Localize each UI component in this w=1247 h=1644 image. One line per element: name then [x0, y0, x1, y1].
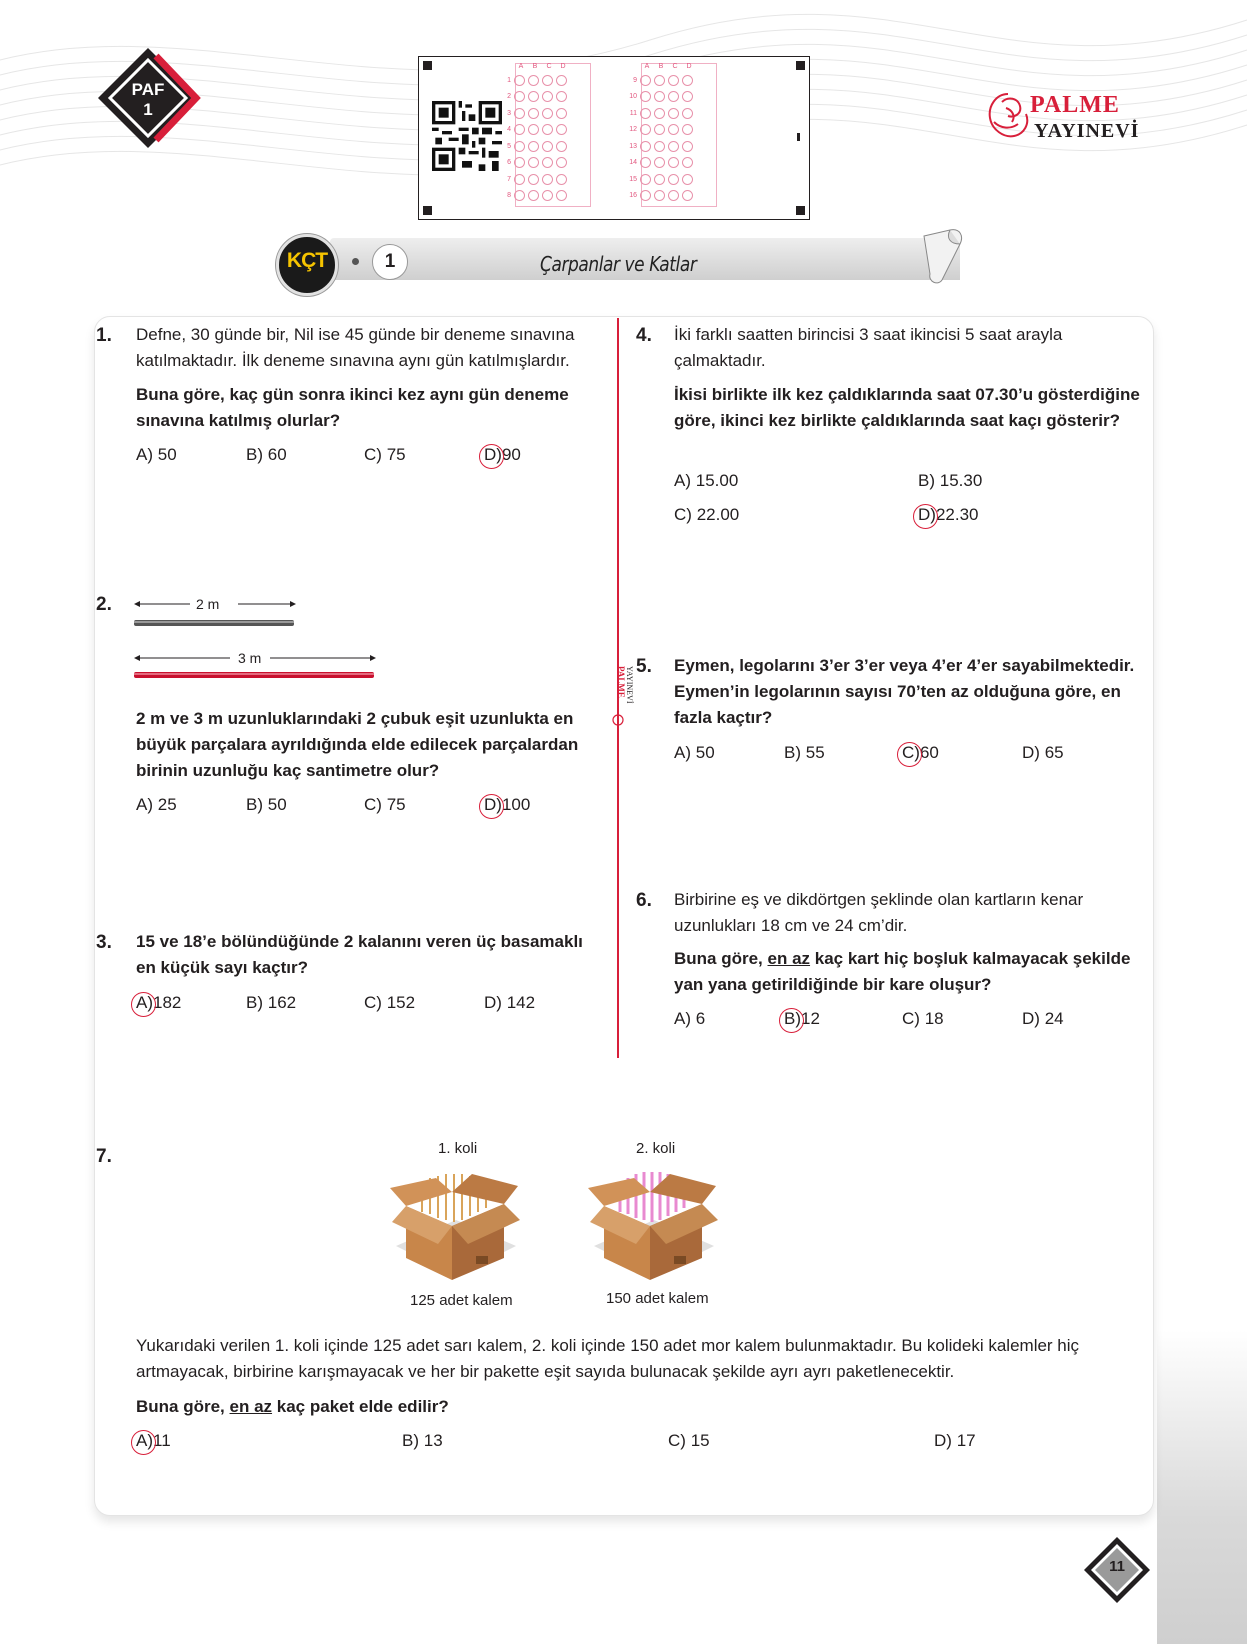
- question-1-prompt: Buna göre, kaç gün sonra ikinci kez aynı gün deneme sınavına katılmış olurlar?: [136, 385, 569, 430]
- option-letter-marked: [784, 1009, 801, 1028]
- answer-bubble[interactable]: [556, 75, 567, 86]
- answer-bubble[interactable]: [514, 124, 525, 135]
- question-3-prompt: 15 ve 18’e bölündüğünde 2 kalanını veren üç basamaklı en küçük sayı kaçtır?: [136, 932, 583, 977]
- bubble-row-number: 3: [507, 109, 511, 117]
- bubble-row: [623, 138, 696, 155]
- question-2-option-c[interactable]: [364, 792, 406, 818]
- option-letter: D): [934, 1431, 952, 1450]
- question-6-option-c[interactable]: [902, 1006, 944, 1032]
- bubble-row-number: 12: [629, 126, 637, 134]
- question-4-option-c[interactable]: [674, 502, 739, 528]
- answer-bubble[interactable]: [640, 190, 651, 201]
- option-letter: B): [784, 1009, 801, 1028]
- answer-bubble[interactable]: [556, 108, 567, 119]
- option-letter: A): [674, 1009, 691, 1028]
- question-7-text: Yukarıdaki verilen 1. koli içinde 125 adet sarı kalem, 2. koli içinde 150 adet mor kalem bulunmaktadır. Bu kolideki kalemler hiç artmayacak, birbirine karışmayacak ve her bir pakette eşit sayıda bulunacak şekilde ayrı ayrı paketlenecektir.: [136, 1336, 1080, 1381]
- option-value: 100: [501, 795, 531, 814]
- answer-bubble[interactable]: [542, 108, 553, 119]
- answer-bubble[interactable]: [640, 108, 651, 119]
- bubble-row: [623, 155, 696, 172]
- answer-bubble[interactable]: [668, 108, 679, 119]
- question-6-option-a[interactable]: [674, 1006, 705, 1032]
- answer-circle-mark: [897, 742, 922, 767]
- option-value: 11: [153, 1431, 171, 1450]
- bubble-header-letter: A: [518, 63, 524, 70]
- bubble-header: [514, 63, 570, 72]
- prompt-text: kaç kart hiç boşluk kalmayacak şekilde yan yana getirildiğinde bir kare oluşur?: [674, 949, 1131, 994]
- bubble-row: [623, 105, 696, 122]
- option-value: 15.30: [939, 471, 983, 490]
- answer-bubble[interactable]: [640, 141, 651, 152]
- answer-bubble[interactable]: [556, 190, 567, 201]
- bubble-row: [623, 72, 696, 89]
- question-7-option-a[interactable]: [136, 1428, 171, 1454]
- option-value: 6: [695, 1009, 706, 1028]
- palme-bird-logo-icon: [982, 88, 1034, 144]
- answer-bubble[interactable]: [514, 157, 525, 168]
- bubble-header-letter: A: [644, 63, 650, 70]
- question-4-text: İki farklı saatten birincisi 3 saat ikincisi 5 saat arayla çalmaktadır.: [674, 325, 1063, 370]
- option-letter: C): [902, 1009, 920, 1028]
- bubble-header-letter: D: [686, 63, 692, 70]
- option-letter: C): [364, 795, 382, 814]
- answer-bubble[interactable]: [654, 124, 665, 135]
- question-7-option-c[interactable]: [668, 1428, 710, 1454]
- unit-title: Çarpanlar ve Katlar: [540, 252, 697, 276]
- answer-bubble[interactable]: [542, 190, 553, 201]
- option-value: 24: [1044, 1009, 1064, 1028]
- option-letter: C): [902, 743, 920, 762]
- question-2-prompt: 2 m ve 3 m uzunluklarındaki 2 çubuk eşit uzunlukta en büyük parçalara ayrıldığında elde edilecek parçalardan birinin uzunluğu kaç santimetre olur?: [136, 709, 579, 780]
- question-6-option-d[interactable]: [1022, 1006, 1064, 1032]
- option-value: 15: [690, 1431, 710, 1450]
- option-value: 15.00: [695, 471, 739, 490]
- option-letter-marked: [136, 1431, 153, 1450]
- publisher-subtitle: YAYINEVİ: [1034, 120, 1140, 142]
- answer-circle-mark: [479, 444, 504, 469]
- answer-bubble[interactable]: [528, 124, 539, 135]
- option-letter: A): [674, 471, 691, 490]
- form-corner-mark: [423, 206, 432, 215]
- option-letter: A): [674, 743, 691, 762]
- bubble-row-number: 4: [507, 126, 511, 134]
- option-letter: B): [246, 445, 263, 464]
- bubble-row-number: 10: [629, 93, 637, 101]
- prompt-text: Buna göre,: [674, 949, 768, 968]
- option-value: 17: [956, 1431, 976, 1450]
- answer-bubble[interactable]: [668, 75, 679, 86]
- prompt-underlined: en az: [229, 1397, 273, 1416]
- answer-bubble[interactable]: [682, 75, 693, 86]
- answer-bubble[interactable]: [640, 124, 651, 135]
- option-value: 12: [801, 1009, 820, 1028]
- page-curl-icon: [920, 228, 966, 284]
- answer-circle-mark: [131, 992, 156, 1017]
- option-letter: B): [246, 993, 263, 1012]
- option-value: 142: [506, 993, 536, 1012]
- box-2-title: 2. koli: [636, 1140, 676, 1157]
- answer-bubble[interactable]: [682, 174, 693, 185]
- question-7-number: 7.: [96, 1146, 112, 1167]
- option-letter-marked: [484, 445, 502, 464]
- answer-bubble[interactable]: [528, 91, 539, 102]
- bubble-header-letter: D: [560, 63, 566, 70]
- paf-badge-text: [120, 80, 176, 120]
- question-2-option-d[interactable]: [484, 792, 530, 818]
- option-letter: C): [364, 993, 382, 1012]
- answer-bubble[interactable]: [514, 108, 525, 119]
- answer-bubble[interactable]: [654, 190, 665, 201]
- paf-badge-line1: PAF: [131, 80, 165, 99]
- option-value: 55: [805, 743, 825, 762]
- option-letter: A): [136, 445, 153, 464]
- option-letter: B): [246, 795, 263, 814]
- answer-bubble[interactable]: [528, 141, 539, 152]
- answer-bubble[interactable]: [640, 174, 651, 185]
- answer-bubble[interactable]: [640, 157, 651, 168]
- question-5-number: 5.: [636, 656, 652, 677]
- palme-vertical-logo-icon: [608, 664, 632, 728]
- option-value: 50: [695, 743, 715, 762]
- bubble-row: [497, 155, 570, 172]
- bubble-row: [497, 89, 570, 106]
- option-letter-marked: [902, 743, 920, 762]
- bubble-row: [623, 89, 696, 106]
- answer-bubble[interactable]: [514, 190, 525, 201]
- bubble-row: [497, 188, 570, 205]
- question-5-prompt: Eymen, legolarını 3’er 3’er veya 4’er 4’er sayabilmektedir. Eymen’in legolarının sayısı 70’ten az olduğuna göre, en fazla kaçtır?: [674, 656, 1135, 727]
- question-4-prompt: İkisi birlikte ilk kez çaldıklarında saat 07.30’u gösterdiğine göre, ikinci kez birlikte çaldıklarında saat kaçı gösterir?: [674, 385, 1140, 430]
- answer-bubble[interactable]: [682, 141, 693, 152]
- bubble-header-letter: B: [532, 63, 538, 70]
- bubble-header: [640, 63, 696, 72]
- answer-bubble[interactable]: [528, 75, 539, 86]
- answer-bubble[interactable]: [528, 108, 539, 119]
- option-value: 13: [423, 1431, 443, 1450]
- answer-bubble[interactable]: [668, 91, 679, 102]
- question-6-option-b[interactable]: [784, 1006, 820, 1032]
- bubble-row: [623, 188, 696, 205]
- rod-3m-label: 3 m: [238, 650, 262, 666]
- answer-circle-mark: [913, 504, 938, 529]
- answer-bubble[interactable]: [556, 157, 567, 168]
- bubble-row: [497, 138, 570, 155]
- page-number: 11: [1109, 1558, 1125, 1575]
- option-letter: D): [484, 445, 502, 464]
- question-2-option-a[interactable]: [136, 792, 177, 818]
- option-letter-marked: [484, 795, 502, 814]
- answer-bubble[interactable]: [682, 124, 693, 135]
- rod-2m-label: 2 m: [196, 596, 220, 612]
- bubble-row: [623, 171, 696, 188]
- question-1-number: 1.: [96, 325, 112, 346]
- option-letter: D): [918, 505, 936, 524]
- option-letter: D): [1022, 743, 1040, 762]
- box-1-caption: 125 adet kalem: [410, 1292, 513, 1309]
- option-value: 162: [267, 993, 297, 1012]
- form-corner-mark: [423, 61, 432, 70]
- option-value: 22.30: [935, 505, 979, 524]
- bubble-column-right: [623, 63, 696, 204]
- bubble-row: [497, 72, 570, 89]
- answer-bubble[interactable]: [528, 157, 539, 168]
- option-value: 60: [267, 445, 287, 464]
- option-letter: B): [918, 471, 935, 490]
- question-3-option-c[interactable]: [364, 990, 415, 1016]
- answer-bubble[interactable]: [514, 174, 525, 185]
- answer-bubble[interactable]: [668, 124, 679, 135]
- answer-bubble[interactable]: [514, 75, 525, 86]
- question-1-option-a[interactable]: [136, 442, 177, 468]
- answer-bubble[interactable]: [556, 91, 567, 102]
- option-value: 90: [501, 445, 521, 464]
- answer-bubble[interactable]: [654, 75, 665, 86]
- question-4-number: 4.: [636, 325, 652, 346]
- paf-badge-line2: 1: [143, 100, 153, 119]
- question-4-option-a[interactable]: [674, 468, 738, 494]
- answer-bubble[interactable]: [654, 157, 665, 168]
- option-value: 75: [386, 795, 406, 814]
- box-2-purple-pencils-image: [584, 1162, 724, 1286]
- answer-bubble[interactable]: [640, 75, 651, 86]
- bubble-row-number: 13: [629, 142, 637, 150]
- bubble-row-number: 14: [629, 159, 637, 167]
- bubble-row-number: 5: [507, 142, 511, 150]
- bubble-header-letter: C: [546, 63, 552, 70]
- box-1-title: 1. koli: [438, 1140, 478, 1157]
- option-letter-marked: [918, 505, 936, 524]
- answer-bubble[interactable]: [542, 75, 553, 86]
- form-corner-mark: [796, 61, 805, 70]
- option-letter: C): [674, 505, 692, 524]
- option-value: 50: [267, 795, 287, 814]
- bubble-row: [623, 122, 696, 139]
- bubble-header-letter: C: [672, 63, 678, 70]
- prompt-text: kaç paket elde edilir?: [272, 1397, 449, 1416]
- option-letter-marked: [136, 993, 153, 1012]
- svg-text:YAYINEVİ: YAYINEVİ: [625, 666, 634, 704]
- option-value: 182: [153, 993, 182, 1012]
- answer-bubble[interactable]: [654, 108, 665, 119]
- svg-text:PALME: PALME: [616, 666, 626, 698]
- question-2-number: 2.: [96, 594, 112, 615]
- answer-bubble[interactable]: [542, 124, 553, 135]
- answer-bubble[interactable]: [682, 190, 693, 201]
- answer-bubble[interactable]: [556, 141, 567, 152]
- bubble-header-letter: B: [658, 63, 664, 70]
- header-dot: [352, 258, 359, 265]
- option-value: 25: [157, 795, 177, 814]
- answer-bubble[interactable]: [682, 108, 693, 119]
- option-letter: D): [1022, 1009, 1040, 1028]
- option-letter: B): [784, 743, 801, 762]
- unit-number: 1: [372, 244, 408, 280]
- answer-bubble[interactable]: [668, 157, 679, 168]
- form-corner-mark: [796, 206, 805, 215]
- question-5-option-a[interactable]: [674, 740, 715, 766]
- answer-bubble[interactable]: [542, 157, 553, 168]
- answer-bubble[interactable]: [682, 91, 693, 102]
- answer-bubble[interactable]: [514, 141, 525, 152]
- answer-bubble[interactable]: [654, 141, 665, 152]
- bubble-row-number: 15: [629, 175, 637, 183]
- question-5-option-c[interactable]: [902, 740, 939, 766]
- answer-bubble[interactable]: [668, 174, 679, 185]
- answer-bubble[interactable]: [682, 157, 693, 168]
- option-letter: C): [668, 1431, 686, 1450]
- option-value: 60: [919, 743, 939, 762]
- option-value: 18: [924, 1009, 944, 1028]
- kct-badge-text: KÇT: [286, 249, 328, 272]
- option-value: 65: [1044, 743, 1064, 762]
- option-letter: D): [484, 993, 502, 1012]
- option-value: 50: [157, 445, 177, 464]
- answer-circle-mark: [779, 1008, 804, 1033]
- question-7-prompt: [136, 1394, 1142, 1420]
- option-letter: D): [484, 795, 502, 814]
- option-letter: A): [136, 795, 153, 814]
- qr-code-icon: [431, 101, 503, 171]
- bubble-row: [497, 171, 570, 188]
- prompt-text: Buna göre,: [136, 1397, 230, 1416]
- question-3-option-d[interactable]: [484, 990, 535, 1016]
- question-1-text: Defne, 30 günde bir, Nil ise 45 günde bir deneme sınavına katılmaktadır. İlk deneme sınavına aynı gün katılmışlardır.: [136, 325, 575, 370]
- answer-bubble[interactable]: [556, 124, 567, 135]
- option-value: 152: [386, 993, 416, 1012]
- prompt-underlined: en az: [767, 949, 811, 968]
- question-7-option-b[interactable]: [402, 1428, 443, 1454]
- question-6-text: Birbirine eş ve dikdörtgen şeklinde olan kartların kenar uzunlukları 18 cm ve 24 cm’dir.: [674, 890, 1084, 935]
- box-2-caption: 150 adet kalem: [606, 1290, 709, 1307]
- answer-bubble[interactable]: [542, 141, 553, 152]
- bubble-row: [497, 105, 570, 122]
- question-5-option-b[interactable]: [784, 740, 825, 766]
- answer-circle-mark: [479, 794, 504, 819]
- option-value: 75: [386, 445, 406, 464]
- optical-answer-form: [418, 56, 810, 220]
- question-1-option-b[interactable]: [246, 442, 287, 468]
- bubble-row-number: 8: [507, 192, 511, 200]
- bubble-row-number: 6: [507, 159, 511, 167]
- answer-bubble[interactable]: [542, 174, 553, 185]
- answer-bubble[interactable]: [640, 91, 651, 102]
- answer-bubble[interactable]: [654, 174, 665, 185]
- answer-bubble[interactable]: [556, 174, 567, 185]
- question-2-option-b[interactable]: [246, 792, 287, 818]
- question-3-option-a[interactable]: [136, 990, 181, 1016]
- question-6-prompt: [674, 946, 1140, 998]
- answer-bubble[interactable]: [654, 91, 665, 102]
- question-3-number: 3.: [96, 932, 112, 953]
- answer-bubble[interactable]: [514, 91, 525, 102]
- option-letter: C): [364, 445, 382, 464]
- publisher-name: PALME: [1030, 92, 1120, 118]
- bubble-column-left: [497, 63, 570, 204]
- right-gradient-strip: [1157, 1330, 1247, 1644]
- question-6-number: 6.: [636, 890, 652, 911]
- bubble-row-number: 11: [629, 109, 637, 117]
- answer-circle-mark: [131, 1430, 156, 1455]
- option-letter: A): [136, 1431, 153, 1450]
- question-1-option-d[interactable]: [484, 442, 521, 468]
- bubble-row-number: 7: [507, 175, 511, 183]
- bubble-row-number: 16: [629, 192, 637, 200]
- answer-bubble[interactable]: [668, 141, 679, 152]
- option-letter: A): [136, 993, 153, 1012]
- question-3-option-b[interactable]: [246, 990, 296, 1016]
- question-7-option-d[interactable]: [934, 1428, 976, 1454]
- answer-bubble[interactable]: [542, 91, 553, 102]
- bubble-row-number: 2: [507, 93, 511, 101]
- bubble-row-number: 9: [633, 76, 637, 84]
- option-letter: B): [402, 1431, 419, 1450]
- bubble-row: [497, 122, 570, 139]
- question-1-option-c[interactable]: [364, 442, 406, 468]
- question-4-option-b[interactable]: [918, 468, 982, 494]
- question-5-option-d[interactable]: [1022, 740, 1064, 766]
- answer-bubble[interactable]: [528, 174, 539, 185]
- box-1-yellow-pencils-image: [386, 1162, 526, 1286]
- answer-bubble[interactable]: [668, 190, 679, 201]
- form-tick-mark: [797, 133, 800, 141]
- answer-bubble[interactable]: [528, 190, 539, 201]
- question-4-option-d[interactable]: [918, 502, 979, 528]
- option-value: 22.00: [696, 505, 740, 524]
- bubble-row-number: 1: [507, 76, 511, 84]
